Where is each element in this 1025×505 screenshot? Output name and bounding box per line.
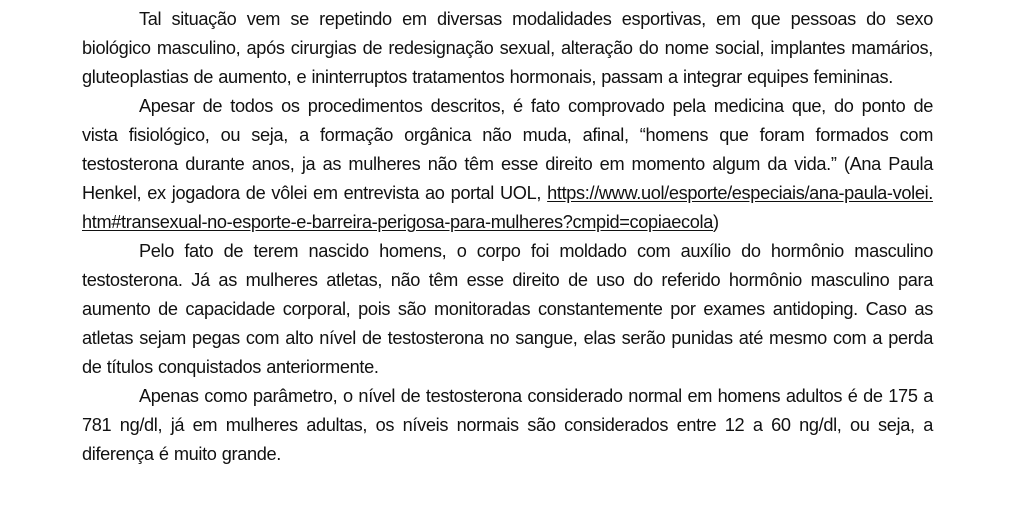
- paragraph-procedimentos-text: Apesar de todos os procedimentos descritos, é fato comprovado pela medicina que, do ponto de vista fisiológico, ou seja, a formação orgânica não muda, afinal, “homens que foram formados com testosterona durante anos, ja as mulheres não têm esse direito em momento algum da vida.” (Ana Paula Henkel, ex jogadora de vôlei em entrevista ao portal UOL,: [82, 96, 933, 203]
- paragraph-procedimentos: [82, 92, 933, 237]
- paragraph-testosterona: Pelo fato de terem nascido homens, o corpo foi moldado com auxílio do hormônio masculino testosterona. Já as mulheres atletas, não têm esse direito de uso do referido hormônio masculino para aumento de capacidade corporal, pois são monitoradas constantemente por exames antidoping. Caso as atletas sejam pegas com alto nível de testosterona no sangue, elas serão punidas até mesmo com a perda de títulos conquistados anteriormente.: [82, 241, 933, 377]
- paragraph-modalidades: Tal situação vem se repetindo em diversas modalidades esportivas, em que pessoas do sexo biológico masculino, após cirurgias de redesignação sexual, alteração do nome social, implantes mamários, gluteoplastias de aumento, e ininterruptos tratamentos hormonais, passam a integrar equipes femininas.: [82, 9, 933, 87]
- paragraph-parametro: Apenas como parâmetro, o nível de testosterona considerado normal em homens adultos é de 175 a 781 ng/dl, já em mulheres adultas, os níveis normais são considerados entre 12 a 60 ng/dl, ou seja, a diferença é muito grande.: [82, 386, 933, 464]
- document-page: [82, 5, 933, 469]
- uol-article-link[interactable]: https://www.uol/esporte/especiais/ana-paula-volei.htm#transexual-no-esporte-e-barreira-perigosa-para-mulheres?cmpid=copiaecola: [82, 183, 933, 232]
- paragraph-procedimentos-close: ): [713, 212, 719, 232]
